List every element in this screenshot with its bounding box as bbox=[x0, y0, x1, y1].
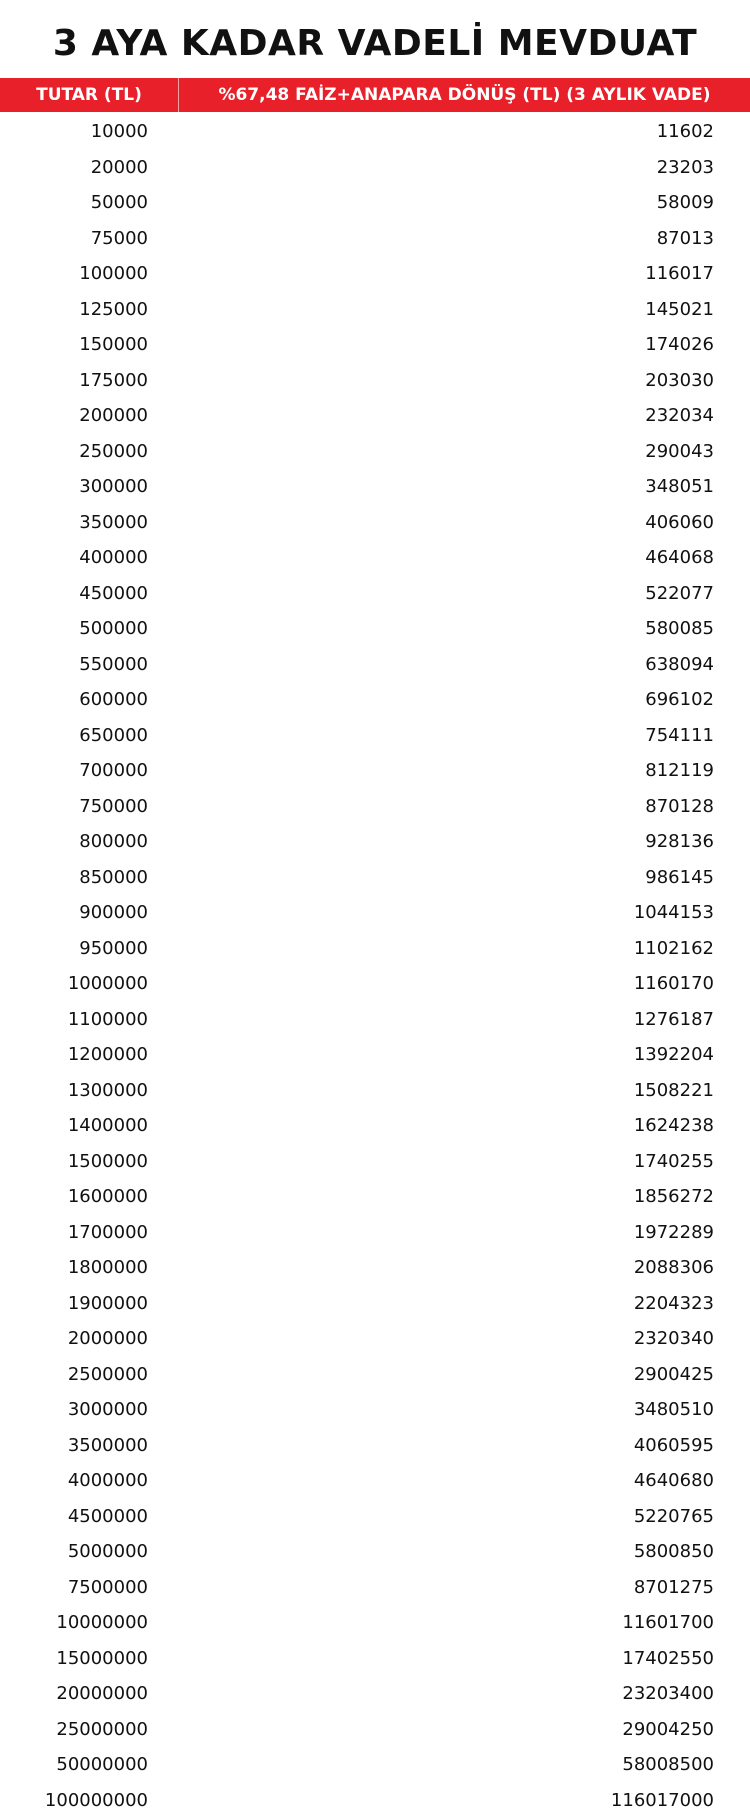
table-row bbox=[0, 966, 750, 1002]
return-cell: 986145 bbox=[414, 860, 714, 896]
return-cell: 3480510 bbox=[414, 1392, 714, 1428]
amount-cell: 150000 bbox=[0, 327, 148, 363]
table-row bbox=[0, 1286, 750, 1322]
table-row bbox=[0, 1144, 750, 1180]
table-row bbox=[0, 221, 750, 257]
return-cell: 870128 bbox=[414, 789, 714, 825]
table-row bbox=[0, 1712, 750, 1748]
amount-cell: 700000 bbox=[0, 753, 148, 789]
return-cell: 696102 bbox=[414, 682, 714, 718]
table-header bbox=[0, 78, 750, 112]
table-row bbox=[0, 1037, 750, 1073]
amount-cell: 125000 bbox=[0, 292, 148, 328]
return-cell: 5220765 bbox=[414, 1499, 714, 1535]
return-cell: 17402550 bbox=[414, 1641, 714, 1677]
table-row bbox=[0, 1428, 750, 1464]
table-row bbox=[0, 682, 750, 718]
return-cell: 522077 bbox=[414, 576, 714, 612]
return-cell: 11601700 bbox=[414, 1605, 714, 1641]
return-cell: 812119 bbox=[414, 753, 714, 789]
table-row bbox=[0, 505, 750, 541]
table-row bbox=[0, 647, 750, 683]
amount-cell: 850000 bbox=[0, 860, 148, 896]
return-cell: 11602 bbox=[414, 114, 714, 150]
amount-cell: 100000000 bbox=[0, 1783, 148, 1818]
return-cell: 1972289 bbox=[414, 1215, 714, 1251]
table-row bbox=[0, 789, 750, 825]
table-row bbox=[0, 150, 750, 186]
table-row bbox=[0, 1641, 750, 1677]
return-cell: 8701275 bbox=[414, 1570, 714, 1606]
return-cell: 2204323 bbox=[414, 1286, 714, 1322]
table-row bbox=[0, 860, 750, 896]
return-cell: 23203400 bbox=[414, 1676, 714, 1712]
table-row bbox=[0, 292, 750, 328]
table-row bbox=[0, 611, 750, 647]
return-cell: 290043 bbox=[414, 434, 714, 470]
amount-cell: 10000 bbox=[0, 114, 148, 150]
amount-cell: 25000000 bbox=[0, 1712, 148, 1748]
return-cell: 406060 bbox=[414, 505, 714, 541]
amount-cell: 800000 bbox=[0, 824, 148, 860]
table-row bbox=[0, 718, 750, 754]
amount-cell: 15000000 bbox=[0, 1641, 148, 1677]
amount-cell: 20000000 bbox=[0, 1676, 148, 1712]
return-cell: 1160170 bbox=[414, 966, 714, 1002]
table-row bbox=[0, 895, 750, 931]
return-cell: 348051 bbox=[414, 469, 714, 505]
table-row bbox=[0, 1463, 750, 1499]
return-cell: 464068 bbox=[414, 540, 714, 576]
return-cell: 1044153 bbox=[414, 895, 714, 931]
amount-cell: 450000 bbox=[0, 576, 148, 612]
amount-cell: 3000000 bbox=[0, 1392, 148, 1428]
table-row bbox=[0, 540, 750, 576]
return-cell: 145021 bbox=[414, 292, 714, 328]
return-cell: 1276187 bbox=[414, 1002, 714, 1038]
return-cell: 2900425 bbox=[414, 1357, 714, 1393]
table-row bbox=[0, 576, 750, 612]
return-cell: 58008500 bbox=[414, 1747, 714, 1783]
table-row bbox=[0, 1357, 750, 1393]
amount-cell: 750000 bbox=[0, 789, 148, 825]
table-row bbox=[0, 824, 750, 860]
amount-cell: 5000000 bbox=[0, 1534, 148, 1570]
amount-cell: 500000 bbox=[0, 611, 148, 647]
amount-cell: 200000 bbox=[0, 398, 148, 434]
amount-cell: 1900000 bbox=[0, 1286, 148, 1322]
amount-cell: 175000 bbox=[0, 363, 148, 399]
page-title: 3 AYA KADAR VADELİ MEVDUAT bbox=[0, 22, 750, 66]
return-cell: 232034 bbox=[414, 398, 714, 434]
amount-cell: 50000 bbox=[0, 185, 148, 221]
table-row bbox=[0, 398, 750, 434]
amount-cell: 1100000 bbox=[0, 1002, 148, 1038]
table-row bbox=[0, 1605, 750, 1641]
return-cell: 2088306 bbox=[414, 1250, 714, 1286]
amount-cell: 20000 bbox=[0, 150, 148, 186]
amount-cell: 4500000 bbox=[0, 1499, 148, 1535]
table-row bbox=[0, 1747, 750, 1783]
amount-cell: 1600000 bbox=[0, 1179, 148, 1215]
table-row bbox=[0, 1179, 750, 1215]
table-row bbox=[0, 185, 750, 221]
amount-cell: 1000000 bbox=[0, 966, 148, 1002]
table-row bbox=[0, 1002, 750, 1038]
amount-cell: 10000000 bbox=[0, 1605, 148, 1641]
amount-cell: 2500000 bbox=[0, 1357, 148, 1393]
amount-cell: 300000 bbox=[0, 469, 148, 505]
return-cell: 23203 bbox=[414, 150, 714, 186]
return-cell: 58009 bbox=[414, 185, 714, 221]
amount-cell: 4000000 bbox=[0, 1463, 148, 1499]
amount-cell: 550000 bbox=[0, 647, 148, 683]
amount-cell: 400000 bbox=[0, 540, 148, 576]
table-body bbox=[0, 114, 750, 1818]
table-row bbox=[0, 363, 750, 399]
return-cell: 116017 bbox=[414, 256, 714, 292]
table-row bbox=[0, 1073, 750, 1109]
amount-cell: 350000 bbox=[0, 505, 148, 541]
return-cell: 4640680 bbox=[414, 1463, 714, 1499]
return-cell: 116017000 bbox=[414, 1783, 714, 1818]
table-row bbox=[0, 1321, 750, 1357]
amount-cell: 3500000 bbox=[0, 1428, 148, 1464]
table-row bbox=[0, 1215, 750, 1251]
return-cell: 1740255 bbox=[414, 1144, 714, 1180]
amount-cell: 950000 bbox=[0, 931, 148, 967]
amount-cell: 1200000 bbox=[0, 1037, 148, 1073]
return-cell: 29004250 bbox=[414, 1712, 714, 1748]
return-cell: 1392204 bbox=[414, 1037, 714, 1073]
table-row bbox=[0, 931, 750, 967]
amount-cell: 7500000 bbox=[0, 1570, 148, 1606]
amount-cell: 1500000 bbox=[0, 1144, 148, 1180]
return-cell: 174026 bbox=[414, 327, 714, 363]
return-cell: 1624238 bbox=[414, 1108, 714, 1144]
amount-cell: 650000 bbox=[0, 718, 148, 754]
table-row bbox=[0, 1783, 750, 1818]
amount-cell: 600000 bbox=[0, 682, 148, 718]
amount-cell: 1400000 bbox=[0, 1108, 148, 1144]
amount-cell: 50000000 bbox=[0, 1747, 148, 1783]
amount-cell: 2000000 bbox=[0, 1321, 148, 1357]
table-row bbox=[0, 256, 750, 292]
return-cell: 928136 bbox=[414, 824, 714, 860]
amount-cell: 250000 bbox=[0, 434, 148, 470]
table-row bbox=[0, 1108, 750, 1144]
return-cell: 1856272 bbox=[414, 1179, 714, 1215]
amount-cell: 100000 bbox=[0, 256, 148, 292]
amount-cell: 1800000 bbox=[0, 1250, 148, 1286]
return-cell: 87013 bbox=[414, 221, 714, 257]
table-row bbox=[0, 1570, 750, 1606]
return-cell: 580085 bbox=[414, 611, 714, 647]
table-row bbox=[0, 327, 750, 363]
amount-cell: 75000 bbox=[0, 221, 148, 257]
return-cell: 5800850 bbox=[414, 1534, 714, 1570]
return-cell: 638094 bbox=[414, 647, 714, 683]
table-row bbox=[0, 1676, 750, 1712]
table-row bbox=[0, 434, 750, 470]
return-cell: 2320340 bbox=[414, 1321, 714, 1357]
table-row bbox=[0, 1499, 750, 1535]
table-row bbox=[0, 1250, 750, 1286]
return-cell: 1508221 bbox=[414, 1073, 714, 1109]
table-row bbox=[0, 1534, 750, 1570]
return-cell: 754111 bbox=[414, 718, 714, 754]
return-cell: 4060595 bbox=[414, 1428, 714, 1464]
table-row bbox=[0, 753, 750, 789]
amount-cell: 900000 bbox=[0, 895, 148, 931]
header-return: %67,48 FAİZ+ANAPARA DÖNÜŞ (TL) (3 AYLIK VADE) bbox=[179, 78, 750, 112]
table-row bbox=[0, 1392, 750, 1428]
table-row bbox=[0, 114, 750, 150]
amount-cell: 1700000 bbox=[0, 1215, 148, 1251]
return-cell: 203030 bbox=[414, 363, 714, 399]
return-cell: 1102162 bbox=[414, 931, 714, 967]
header-amount: TUTAR (TL) bbox=[0, 78, 178, 112]
table-row bbox=[0, 469, 750, 505]
amount-cell: 1300000 bbox=[0, 1073, 148, 1109]
